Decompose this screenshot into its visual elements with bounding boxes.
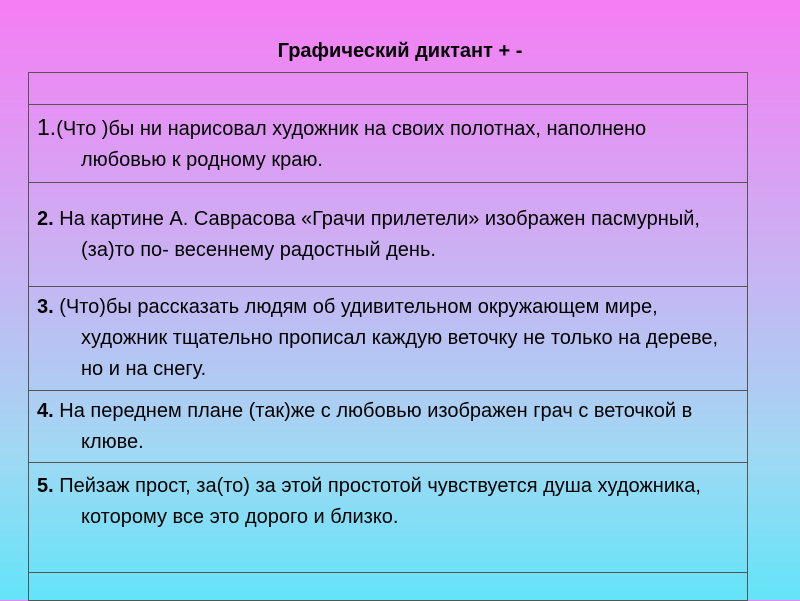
sentence-number: 2.: [37, 207, 54, 230]
table-row-2: [29, 183, 748, 287]
sentence-text: (Что)бы рассказать людям об удивительном окружающем мире, художник тщательно прописал каждую веточку не только на дереве, но и на снегу.: [53, 296, 719, 380]
table-row-1: [29, 105, 748, 183]
sentence-number: 4.: [37, 399, 54, 422]
sentence-text: Пейзаж прост, за(то) за этой простотой чувствуется душа художника, которому все это дорого и близко.: [53, 475, 701, 528]
sentence-cell-5: [29, 463, 748, 573]
sentence-cell-1: [29, 105, 748, 183]
table-row-4: [29, 391, 748, 463]
table-row-empty-top: [29, 73, 748, 105]
table-row-empty-bottom: [29, 573, 748, 601]
slide-title: Графический диктант + -: [277, 40, 523, 62]
sentence-number: 3.: [37, 296, 54, 318]
empty-cell: [29, 573, 748, 601]
empty-cell: [29, 73, 748, 105]
dictation-table: [28, 72, 748, 601]
sentence-cell-3: [29, 287, 748, 391]
sentence-text: На переднем плане (так)же с любовью изображен грач с веточкой в клюве.: [53, 399, 693, 453]
sentence-number: 1.: [37, 113, 57, 140]
sentence-text: На картине А. Саврасова «Грачи прилетели» изображен пасмурный, (за)то по- весеннему радостный день.: [53, 207, 700, 261]
table-row-3: [29, 287, 748, 391]
table-row-5: [29, 463, 748, 573]
sentence-text: (Что )бы ни нарисовал художник на своих полотнах, наполнено любовью к родному краю.: [56, 117, 647, 171]
sentence-cell-4: [29, 391, 748, 463]
sentence-cell-2: [29, 183, 748, 287]
sentence-number: 5.: [37, 475, 54, 497]
